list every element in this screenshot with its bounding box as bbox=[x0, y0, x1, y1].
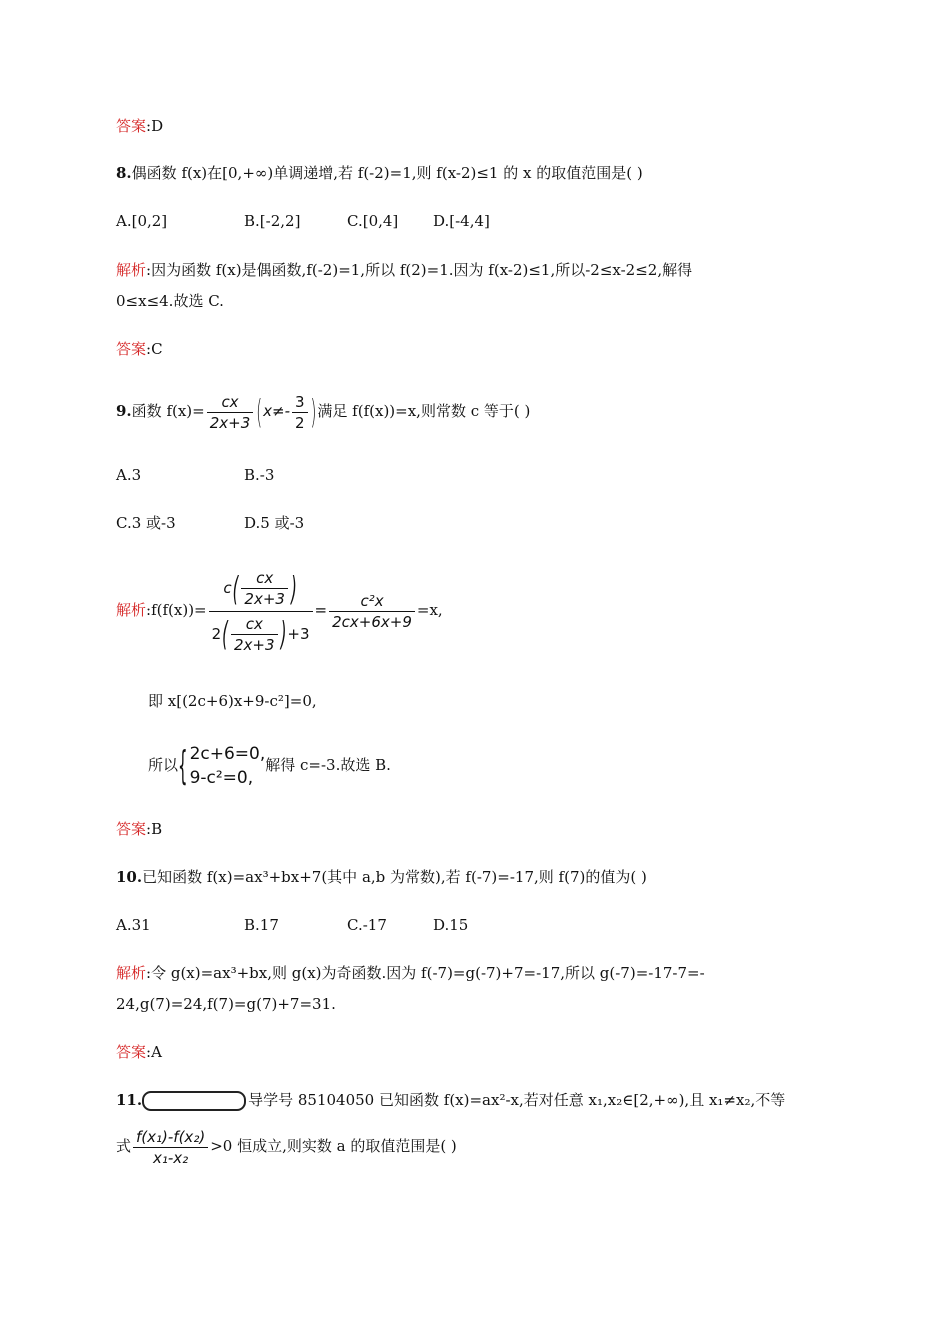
equals-sign: = bbox=[314, 601, 328, 619]
option-c: C.[0,4] bbox=[347, 212, 399, 230]
analysis-label: 解析 bbox=[116, 601, 147, 619]
analysis-text: 0≤x≤4.故选 C. bbox=[116, 292, 224, 310]
result-fraction bbox=[329, 591, 415, 632]
q10-analysis bbox=[116, 963, 705, 983]
option-d: D.5 或-3 bbox=[244, 514, 305, 532]
condition: x≠- bbox=[263, 402, 290, 420]
analysis-text: :因为函数 f(x)是偶函数,f(-2)=1,所以 f(2)=1.因为 f(x-2)≤1,所以-2≤x-2≤2,解得 bbox=[146, 261, 693, 279]
constant-c: c bbox=[223, 579, 232, 597]
fraction-numerator: 3 bbox=[292, 392, 308, 413]
right-paren: ) bbox=[290, 568, 297, 609]
question-number: 11. bbox=[116, 1091, 143, 1109]
question-stem: 导学号 85104050 已知函数 f(x)=ax²-x,若对任意 x₁,x₂∈[2,+∞),且 x₁≠x₂,不等 bbox=[248, 1091, 786, 1109]
stem-tail: >0 恒成立,则实数 a 的取值范围是( ) bbox=[210, 1137, 457, 1155]
option-d: D.15 bbox=[433, 916, 469, 934]
answer-value: :D bbox=[146, 117, 164, 135]
analysis-lead: :f(f(x))= bbox=[146, 601, 207, 619]
q9-step2 bbox=[148, 740, 391, 791]
answer-value: :A bbox=[146, 1043, 162, 1061]
question-11 bbox=[116, 1090, 785, 1111]
option-c: C.-17 bbox=[347, 916, 387, 934]
stem-tail: 满足 f(f(x))=x,则常数 c 等于( ) bbox=[317, 402, 531, 420]
analysis-text: 24,g(7)=24,f(7)=g(7)+7=31. bbox=[116, 995, 336, 1013]
question-11-cont bbox=[116, 1122, 457, 1170]
left-paren: ( bbox=[256, 392, 263, 432]
question-stem: 偶函数 f(x)在[0,+∞)单调递增,若 f(-2)=1,则 f(x-2)≤1 的 x 的取值范围是( ) bbox=[131, 164, 643, 182]
fraction bbox=[133, 1127, 208, 1168]
option-a: A.31 bbox=[116, 916, 151, 934]
answer-label: 答案 bbox=[116, 820, 147, 838]
q10-options bbox=[0, 915, 950, 937]
question-number: 9. bbox=[116, 402, 132, 420]
equation-1: 2c+6=0, bbox=[189, 744, 266, 764]
fraction-denominator: 2x+3 bbox=[209, 413, 251, 432]
question-10 bbox=[116, 867, 647, 887]
step-text: 即 x[(2c+6)x+9-c²]=0, bbox=[148, 692, 317, 710]
question-stem: 已知函数 f(x)=ax³+bx+7(其中 a,b 为常数),若 f(-7)=-17,则 f(7)的值为( ) bbox=[142, 868, 647, 886]
option-b: B.-3 bbox=[244, 466, 275, 484]
question-9 bbox=[116, 388, 530, 435]
step-lead: 所以 bbox=[148, 756, 179, 774]
option-a: A.[0,2] bbox=[116, 212, 168, 230]
fraction-denominator: x₁-x₂ bbox=[153, 1148, 189, 1167]
stem-lead: 函数 f(x)= bbox=[131, 402, 205, 420]
fraction-denominator: 2 bbox=[295, 413, 305, 432]
question-number: 8. bbox=[116, 164, 132, 182]
analysis-label: 解析 bbox=[116, 964, 147, 982]
fraction-denominator: 2x+3 bbox=[244, 590, 285, 608]
nested-fraction bbox=[209, 566, 313, 656]
fraction-numerator: cx bbox=[231, 614, 278, 635]
option-b: B.17 bbox=[244, 916, 279, 934]
equation-2: 9-c²=0, bbox=[189, 768, 254, 788]
question-number: 10. bbox=[116, 868, 143, 886]
q10-analysis-cont bbox=[116, 994, 336, 1014]
q9-options-row2 bbox=[0, 513, 950, 535]
fraction bbox=[292, 392, 308, 433]
fraction-numerator: f(x₁)-f(x₂) bbox=[133, 1127, 208, 1148]
q10-answer bbox=[116, 1042, 162, 1062]
fraction bbox=[207, 392, 254, 433]
fraction-numerator: c²x bbox=[329, 591, 415, 612]
right-paren: ) bbox=[280, 614, 287, 654]
option-c: C.3 或-3 bbox=[116, 514, 176, 532]
option-d: D.[-4,4] bbox=[433, 212, 490, 230]
q9-answer bbox=[116, 819, 162, 839]
q8-answer bbox=[116, 339, 163, 359]
result-tail: =x, bbox=[416, 601, 443, 619]
stem-lead: 式 bbox=[116, 1137, 132, 1155]
analysis-label: 解析 bbox=[116, 261, 147, 279]
fraction-denominator: 2cx+6x+9 bbox=[332, 612, 412, 631]
step-tail: 解得 c=-3.故选 B. bbox=[265, 756, 391, 774]
left-paren: ( bbox=[222, 614, 229, 654]
equation-system bbox=[190, 742, 266, 790]
answer-value: :C bbox=[146, 340, 163, 358]
fraction-denominator: 2x+3 bbox=[234, 635, 275, 654]
answer-label: 答案 bbox=[116, 1043, 147, 1061]
analysis-text: :令 g(x)=ax³+bx,则 g(x)为奇函数.因为 f(-7)=g(-7)+7=-17,所以 g(-7)=-17-7=- bbox=[146, 964, 705, 982]
q9-options-row1 bbox=[0, 465, 950, 487]
answer-value: :B bbox=[146, 820, 163, 838]
q9-analysis bbox=[116, 560, 443, 664]
q8-analysis bbox=[116, 260, 692, 280]
answer-row bbox=[116, 116, 163, 136]
option-b: B.[-2,2] bbox=[244, 212, 301, 230]
question-8 bbox=[116, 163, 643, 183]
q8-analysis-cont bbox=[116, 291, 224, 311]
fraction-denominator bbox=[209, 612, 313, 657]
answer-label: 答案 bbox=[116, 340, 147, 358]
q9-step1 bbox=[148, 691, 317, 711]
fraction-numerator: cx bbox=[207, 392, 254, 413]
answer-label: 答案 bbox=[116, 117, 147, 135]
q8-options bbox=[0, 211, 950, 233]
plus-three: +3 bbox=[287, 624, 310, 643]
fraction-numerator: cx bbox=[241, 568, 288, 589]
right-paren: ) bbox=[310, 392, 317, 432]
guide-badge bbox=[142, 1091, 246, 1111]
option-a: A.3 bbox=[116, 466, 142, 484]
left-paren: ( bbox=[232, 568, 239, 609]
coefficient: 2 bbox=[211, 624, 222, 643]
left-brace: { bbox=[178, 742, 188, 790]
